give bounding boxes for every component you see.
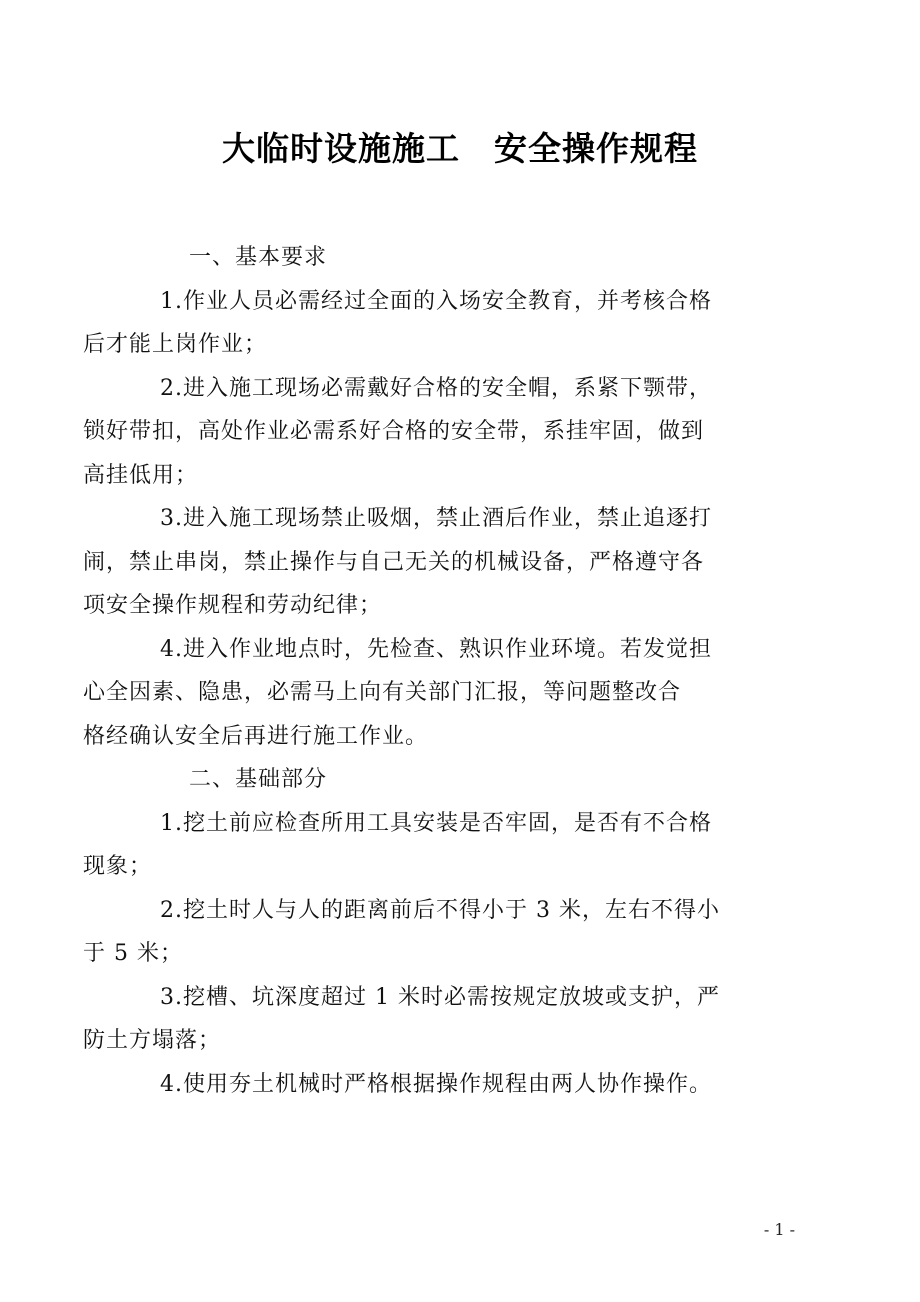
text-line: 心全因素、隐患，必需马上向有关部门汇报，等问题整改合 — [83, 680, 682, 705]
text-line: 项安全操作规程和劳动纪律； — [83, 593, 383, 618]
text-line: 1.作业人员必需经过全面的入场安全教育，并考核合格 — [160, 288, 712, 314]
text-line: 4.进入作业地点时，先检查、熟识作业环境。若发觉担 — [160, 636, 712, 662]
text-line: 二、基础部分 — [189, 767, 328, 792]
page-number: - 1 - — [763, 1220, 795, 1239]
text-line: 高挂低用； — [83, 462, 199, 488]
document-title: 大临时设施施工 安全操作规程 — [222, 129, 698, 168]
text-line: 防土方塌落； — [83, 1028, 222, 1053]
text-line: 一、基本要求 — [189, 245, 328, 270]
text-line: 于 5 米； — [83, 941, 183, 966]
page-footer — [743, 1200, 795, 1260]
text-line: 格经确认安全后再进行施工作业。 — [83, 723, 429, 749]
text-line: 2.挖土时人与人的距离前后不得小于 3 米，左右不得小 — [160, 897, 720, 923]
text-line: 现象； — [83, 854, 153, 879]
text-line: 闹，禁止串岗，禁止操作与自己无关的机械设备，严格遵守各 — [83, 549, 705, 575]
text-line: 后才能上岗作业； — [83, 332, 268, 357]
text-line: 锁好带扣，高处作业必需系好合格的安全带，系挂牢固，做到 — [83, 419, 705, 444]
document-body — [0, 236, 920, 1106]
text-line: 3.进入施工现场禁止吸烟，禁止酒后作业，禁止追逐打 — [160, 506, 712, 531]
text-line: 2.进入施工现场必需戴好合格的安全帽，系紧下颚带， — [160, 375, 712, 401]
text-line: 1.挖土前应检查所用工具安装是否牢固，是否有不合格 — [160, 810, 712, 836]
text-line: 4.使用夯土机械时严格根据操作规程由两人协作操作。 — [160, 1071, 712, 1097]
text-line: 3.挖槽、坑深度超过 1 米时必需按规定放坡或支护，严 — [160, 984, 720, 1010]
